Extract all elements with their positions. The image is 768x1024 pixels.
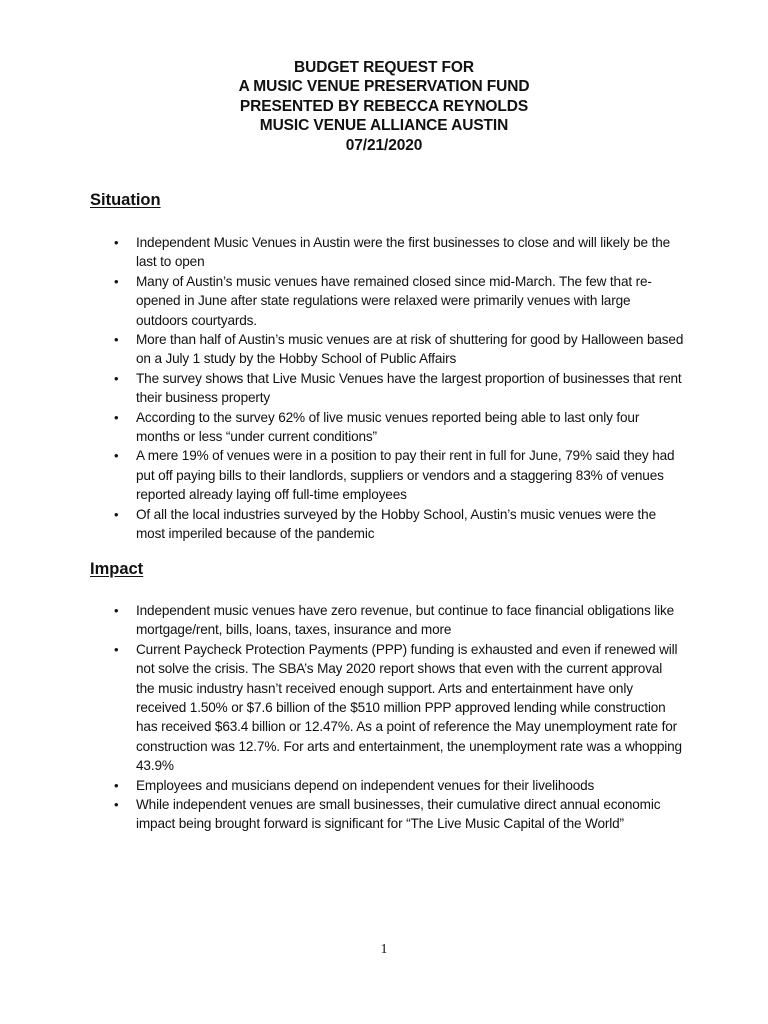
list-item [92,601,684,640]
list-item [92,369,684,408]
bullet-icon: • [114,641,119,657]
bullet-icon: • [114,370,119,386]
list-item [92,233,684,272]
list-item-text: Employees and musicians depend on independent venues for their livelihoods [136,777,595,793]
bullet-icon: • [114,506,119,522]
list-item-text: More than half of Austin’s music venues are at risk of shuttering for good by Halloween based on a July 1 study by the Hobby School of Public Affairs [136,332,684,367]
list-item-text: Many of Austin’s music venues have remained closed since mid-March. The few that re-opened in June after state regulations were relaxed were primarily venues with large outdoors courtyards. [136,273,652,328]
list-item [92,330,684,369]
title-line: PRESENTED BY REBECCA REYNOLDS [239,97,529,115]
situation-bullet-list [92,233,684,544]
bullet-icon: • [114,409,119,425]
list-item-text: The survey shows that Live Music Venues have the largest proportion of businesses that rent their business property [136,370,682,406]
list-item [92,795,684,834]
bullet-icon: • [114,273,119,289]
list-item [92,408,684,447]
bullet-icon: • [114,332,119,348]
page-number: 1 [380,942,388,957]
list-item-text: While independent venues are small businesses, their cumulative direct annual economic impact being brought forward is significant for “The Live Music Capital of the World” [136,797,661,832]
bullet-icon: • [114,603,119,618]
title-line: MUSIC VENUE ALLIANCE AUSTIN [259,117,509,135]
title-line: 07/21/2020 [345,136,423,154]
bullet-icon: • [114,235,119,250]
list-item-text: Independent music venues have zero revenue, but continue to face financial obligations like mortgage/rent, bills, loans, taxes, insurance and more [136,603,675,638]
bullet-icon: • [114,797,119,813]
impact-bullet-list [92,601,684,834]
list-item-text: Of all the local industries surveyed by the Hobby School, Austin’s music venues were the most imperiled because of the pandemic [136,506,657,542]
list-item-text: According to the survey 62% of live music venues reported being able to last only four months or less “under current conditions” [136,409,640,445]
list-item-text: Independent Music Venues in Austin were the first businesses to close and will likely be the last to open [136,235,671,270]
list-item [92,776,684,795]
bullet-icon: • [114,777,119,793]
document-title [0,58,768,155]
list-item-text: Current Paycheck Protection Payments (PPP) funding is exhausted and even if renewed will not solve the crisis. The SBA’s May 2020 report shows that even with the current approval the music industry hasn’t received enough support. Arts and entertainment have only received 1.50% or $7.6 billion of the $510 million PPP approved lending while construction has received $63.4 billion or 12.47%. As a point of reference the May unemployment rate for construction was 12.7%. For arts and entertainment, the unemployment rate was a whopping 43.9% [136,641,682,774]
section-heading-situation: Situation [90,191,161,209]
bullet-icon: • [114,448,119,464]
list-item [92,272,684,330]
list-item [92,505,684,544]
title-line: A MUSIC VENUE PRESERVATION FUND [238,78,530,96]
list-item-text: A mere 19% of venues were in a position to pay their rent in full for June, 79% said they had put off paying bills to their landlords, suppliers or vendors and a staggering 83% of venues reported already laying off full-time employees [136,448,675,503]
section-heading-impact: Impact [90,560,144,578]
title-line: BUDGET REQUEST FOR [294,59,474,76]
list-item [92,640,684,776]
list-item [92,446,684,504]
